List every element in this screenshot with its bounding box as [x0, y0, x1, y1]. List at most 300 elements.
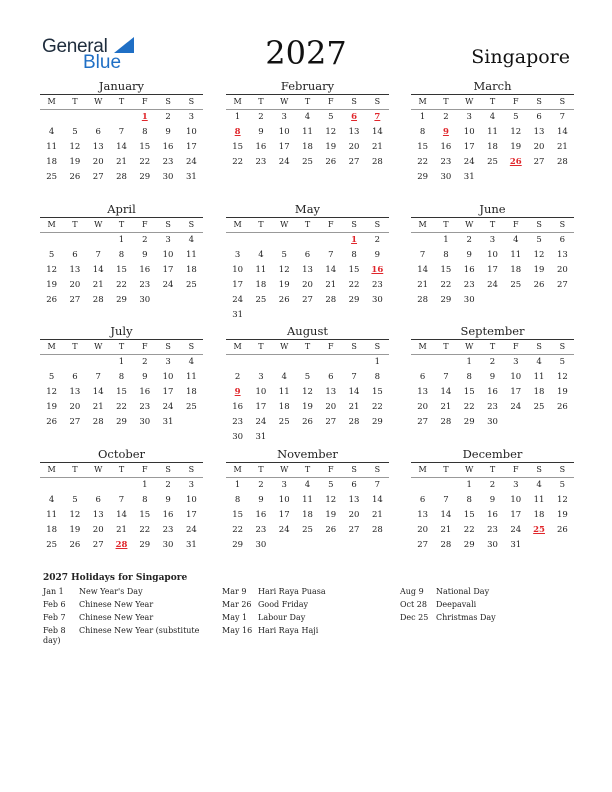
- day-cell: 15: [232, 142, 244, 152]
- weekday-label: T: [72, 97, 78, 106]
- day-cell: 20: [92, 157, 104, 167]
- day-cell: 23: [371, 280, 383, 290]
- weekday-label: F: [142, 465, 148, 474]
- day-cell: 17: [162, 387, 174, 397]
- day-cell: 8: [142, 127, 148, 137]
- day-cell: 13: [302, 265, 313, 275]
- day-cell: 27: [92, 540, 104, 550]
- day-cell: 13: [556, 250, 568, 260]
- day-cell: 17: [255, 402, 267, 412]
- weekday-label: T: [72, 220, 78, 229]
- day-cell: 28: [116, 172, 127, 182]
- month-name: May: [294, 202, 321, 216]
- weekday-label: T: [304, 465, 311, 474]
- empty-day-cell: [411, 233, 434, 248]
- empty-day-cell: [87, 110, 110, 125]
- day-cell: 19: [278, 280, 290, 290]
- day-cell: 29: [348, 295, 360, 305]
- weekday-label: S: [374, 342, 381, 351]
- day-cell: 12: [325, 127, 337, 137]
- day-cell: 18: [255, 280, 267, 290]
- day-cell: 21: [440, 525, 452, 535]
- day-cell: 14: [556, 127, 568, 137]
- day-cell: 2: [443, 112, 449, 122]
- empty-day-cell: [319, 355, 342, 370]
- empty-day-cell: [87, 355, 110, 370]
- day-cell: 20: [69, 402, 81, 412]
- day-cell: 22: [232, 525, 244, 535]
- weekday-label: F: [328, 220, 334, 229]
- day-cell: 2: [489, 480, 496, 490]
- holiday-item: [222, 626, 387, 636]
- day-cell: 29: [116, 295, 127, 305]
- weekday-label: S: [351, 220, 357, 229]
- day-cell: 23: [139, 402, 151, 412]
- holiday-date: Mar 26: [222, 600, 252, 609]
- day-cell: 11: [185, 372, 197, 382]
- month-december: [411, 447, 574, 553]
- weekday-label: M: [418, 342, 427, 351]
- weekday-label: F: [513, 342, 519, 351]
- day-cell: 24: [510, 525, 522, 535]
- day-cell: 14: [116, 510, 127, 520]
- day-cell: 5: [281, 250, 287, 260]
- logo-text-general: General: [42, 36, 108, 57]
- day-cell: 19: [510, 142, 522, 152]
- holiday-name: Christmas Day: [436, 613, 496, 622]
- day-cell: 3: [513, 480, 519, 490]
- holiday-item: [400, 600, 565, 610]
- empty-day-cell: [40, 110, 63, 125]
- month-november: [226, 447, 389, 553]
- day-cell: 8: [234, 495, 241, 505]
- weekday-header-row: [411, 462, 574, 478]
- weekday-label: T: [443, 220, 449, 229]
- weekday-label: M: [47, 465, 56, 474]
- day-cell: 11: [510, 250, 522, 260]
- day-cell: 17: [278, 510, 290, 520]
- day-cell: 24: [185, 157, 197, 167]
- day-cell: 14: [92, 387, 104, 397]
- day-cell: 21: [92, 402, 104, 412]
- holiday-date: Feb 7: [43, 613, 66, 622]
- day-cell: 4: [489, 112, 496, 122]
- days-grid: [40, 478, 203, 553]
- day-cell: 7: [443, 495, 449, 505]
- day-cell: 15: [440, 265, 452, 275]
- day-cell: 29: [371, 417, 383, 427]
- day-cell: 26: [46, 295, 58, 305]
- day-cell: 11: [255, 265, 267, 275]
- day-cell: 18: [510, 265, 522, 275]
- day-cell: 6: [419, 495, 426, 505]
- day-cell: 15: [116, 387, 127, 397]
- empty-day-cell: [226, 355, 249, 370]
- day-cell: 25: [302, 157, 313, 167]
- holiday-date: Oct 28: [400, 600, 427, 609]
- day-cell: 10: [278, 495, 290, 505]
- day-cell: 25: [185, 402, 197, 412]
- day-cell: 30: [139, 295, 151, 305]
- day-cell: 10: [232, 265, 244, 275]
- day-cell: 5: [559, 357, 566, 367]
- day-cell: 1: [234, 112, 241, 122]
- weekday-label: F: [142, 97, 148, 106]
- day-cell: 22: [417, 157, 429, 167]
- weekday-label: T: [489, 465, 496, 474]
- day-cell: 22: [371, 402, 383, 412]
- weekday-label: W: [94, 342, 103, 351]
- day-cell: 7: [374, 480, 381, 490]
- day-cell: 24: [487, 280, 498, 290]
- empty-day-cell: [434, 478, 457, 493]
- day-cell: 23: [255, 157, 267, 167]
- day-cell: 30: [463, 295, 475, 305]
- day-cell: 21: [116, 525, 127, 535]
- calendar-year: 2027: [265, 34, 347, 72]
- day-cell: 11: [302, 495, 313, 505]
- day-cell: 14: [116, 142, 127, 152]
- day-cell: 8: [118, 250, 125, 260]
- day-cell: 13: [533, 127, 545, 137]
- day-cell: 3: [258, 372, 264, 382]
- day-cell: 5: [328, 112, 334, 122]
- weekday-label: M: [233, 342, 242, 351]
- day-cell: 30: [487, 417, 498, 427]
- weekday-label: S: [165, 97, 171, 106]
- day-cell: 16: [162, 142, 174, 152]
- holiday-name: National Day: [436, 587, 490, 596]
- day-cell: 30: [440, 172, 452, 182]
- weekday-label: T: [258, 220, 264, 229]
- day-cell: 14: [417, 265, 429, 275]
- weekday-label: T: [443, 342, 449, 351]
- day-cell: 27: [69, 417, 81, 427]
- day-cell: 26: [556, 525, 568, 535]
- holiday-date: Feb 8: [43, 626, 66, 635]
- empty-day-cell: [63, 233, 86, 248]
- weekday-label: F: [513, 465, 519, 474]
- day-cell: 8: [118, 372, 125, 382]
- day-cell: 9: [489, 495, 496, 505]
- day-cell: 6: [95, 495, 101, 505]
- weekday-label: S: [559, 342, 566, 351]
- day-cell: 2: [234, 372, 241, 382]
- day-cell: 15: [348, 265, 360, 275]
- weekday-label: T: [72, 465, 78, 474]
- month-february: [226, 79, 389, 170]
- day-cell: 22: [232, 157, 244, 167]
- day-cell: 14: [92, 265, 104, 275]
- empty-day-cell: [40, 355, 63, 370]
- day-cell: 17: [185, 510, 197, 520]
- day-cell: 3: [188, 112, 195, 122]
- weekday-header-row: [40, 217, 203, 233]
- holiday-date: Mar 9: [222, 587, 247, 596]
- day-cell: 12: [556, 372, 568, 382]
- month-march: [411, 79, 574, 185]
- day-cell: 14: [371, 495, 383, 505]
- day-cell: 9: [142, 372, 148, 382]
- day-cell: 30: [162, 540, 174, 550]
- day-cell: 13: [92, 510, 104, 520]
- day-cell: 20: [302, 280, 313, 290]
- day-cell: 19: [46, 280, 58, 290]
- holiday-item: [43, 626, 208, 646]
- day-cell: 16: [255, 510, 267, 520]
- weekday-label: F: [513, 220, 519, 229]
- day-cell: 24: [278, 157, 290, 167]
- weekday-label: S: [559, 220, 566, 229]
- day-cell: 9: [165, 495, 171, 505]
- day-cell: 20: [556, 265, 568, 275]
- day-cell: 16: [255, 142, 267, 152]
- month-name: December: [462, 447, 523, 461]
- day-cell: 6: [304, 250, 311, 260]
- empty-day-cell: [411, 478, 434, 493]
- day-cell: 19: [46, 402, 58, 412]
- day-cell: 14: [440, 510, 452, 520]
- day-cell: 22: [463, 525, 475, 535]
- day-cell: 21: [440, 402, 452, 412]
- days-grid: [226, 233, 389, 323]
- weekday-label: S: [559, 97, 566, 106]
- day-cell: 28: [325, 295, 337, 305]
- day-cell: 25: [510, 280, 522, 290]
- day-cell: 29: [417, 172, 429, 182]
- weekday-label: T: [258, 465, 264, 474]
- day-cell: 2: [142, 357, 148, 367]
- holiday-item: [400, 587, 565, 597]
- day-cell: 27: [556, 280, 568, 290]
- day-cell: 29: [440, 295, 452, 305]
- weekday-label: F: [142, 220, 148, 229]
- holiday-name: New Year's Day: [79, 587, 143, 596]
- day-cell: 16: [440, 142, 452, 152]
- day-cell: 13: [69, 387, 81, 397]
- day-cell: 8: [419, 127, 426, 137]
- weekday-label: S: [351, 97, 357, 106]
- day-cell: 10: [162, 372, 174, 382]
- day-cell: 1: [142, 480, 148, 490]
- weekday-label: W: [465, 342, 474, 351]
- day-cell: 6: [419, 372, 426, 382]
- day-cell: 17: [463, 142, 475, 152]
- day-cell: 29: [463, 540, 475, 550]
- day-cell: 3: [281, 480, 287, 490]
- day-cell: 1: [419, 112, 426, 122]
- empty-day-cell: [273, 233, 296, 248]
- day-cell: 23: [232, 417, 244, 427]
- day-cell: 30: [487, 540, 498, 550]
- day-cell: 28: [556, 157, 568, 167]
- days-grid: [411, 478, 574, 553]
- day-cell: 29: [116, 417, 127, 427]
- day-cell: 24: [278, 525, 290, 535]
- day-cell: 15: [417, 142, 429, 152]
- weekday-label: W: [94, 97, 103, 106]
- day-cell: 2: [466, 235, 472, 245]
- day-cell: 21: [92, 280, 104, 290]
- day-cell: 3: [466, 112, 472, 122]
- day-cell: 19: [556, 510, 568, 520]
- weekday-label: T: [443, 465, 449, 474]
- day-cell: 25: [185, 280, 197, 290]
- day-cell: 8: [374, 372, 381, 382]
- weekday-label: T: [258, 97, 264, 106]
- month-name: March: [473, 79, 512, 93]
- day-cell: 3: [281, 112, 287, 122]
- empty-day-cell: [249, 233, 272, 248]
- holiday-date: May 16: [222, 626, 253, 635]
- day-cell: 2: [258, 112, 264, 122]
- day-cell: 4: [536, 357, 542, 367]
- day-cell: 30: [255, 540, 267, 550]
- day-cell: 1: [443, 235, 449, 245]
- day-cell: 18: [185, 387, 197, 397]
- day-cell: 10: [185, 127, 197, 137]
- day-cell: 18: [46, 157, 58, 167]
- day-cell: 4: [188, 235, 195, 245]
- day-cell: 4: [258, 250, 264, 260]
- holiday-name: Hari Raya Puasa: [258, 587, 326, 596]
- day-cell: 1: [466, 480, 472, 490]
- holiday-date: May 1: [222, 613, 248, 622]
- day-cell: 18: [46, 525, 58, 535]
- month-name: October: [97, 447, 146, 461]
- day-cell: 7: [118, 495, 125, 505]
- day-cell: 21: [325, 280, 337, 290]
- day-cell: 9: [258, 495, 264, 505]
- day-cell: 28: [92, 417, 104, 427]
- holiday-name: Deepavali: [436, 600, 477, 609]
- weekday-label: S: [165, 342, 171, 351]
- day-cell: 21: [371, 510, 383, 520]
- day-cell: 28: [371, 525, 383, 535]
- day-cell: 8: [466, 372, 472, 382]
- day-cell: 4: [48, 127, 55, 137]
- empty-day-cell: [40, 478, 63, 493]
- day-cell: 20: [348, 510, 360, 520]
- holiday-day-cell: 7: [374, 112, 381, 122]
- day-cell: 3: [165, 235, 171, 245]
- day-cell: 18: [185, 265, 197, 275]
- weekday-label: M: [418, 465, 427, 474]
- day-cell: 23: [255, 525, 267, 535]
- day-cell: 23: [463, 280, 475, 290]
- weekday-label: T: [304, 342, 311, 351]
- holiday-day-cell: 26: [509, 157, 522, 167]
- day-cell: 20: [92, 525, 104, 535]
- month-september: [411, 324, 574, 430]
- empty-day-cell: [296, 355, 319, 370]
- weekday-label: T: [489, 220, 496, 229]
- day-cell: 12: [278, 265, 290, 275]
- logo-text-blue: Blue: [83, 52, 122, 73]
- day-cell: 28: [348, 417, 360, 427]
- holiday-column: [43, 587, 208, 649]
- day-cell: 5: [328, 480, 334, 490]
- day-cell: 31: [463, 172, 475, 182]
- days-grid: [40, 233, 203, 308]
- day-cell: 15: [139, 142, 151, 152]
- day-cell: 17: [162, 265, 174, 275]
- day-cell: 9: [142, 250, 148, 260]
- weekday-label: M: [418, 97, 427, 106]
- country-name: Singapore: [471, 46, 570, 68]
- empty-day-cell: [63, 355, 86, 370]
- weekday-label: S: [374, 97, 381, 106]
- day-cell: 25: [278, 417, 290, 427]
- holiday-date: Dec 25: [400, 613, 429, 622]
- weekday-label: S: [188, 97, 195, 106]
- day-cell: 21: [371, 142, 383, 152]
- day-cell: 6: [351, 480, 357, 490]
- weekday-label: W: [94, 465, 103, 474]
- day-cell: 23: [162, 157, 174, 167]
- day-cell: 22: [139, 157, 151, 167]
- day-cell: 10: [255, 387, 267, 397]
- day-cell: 12: [46, 387, 58, 397]
- day-cell: 8: [142, 495, 148, 505]
- day-cell: 17: [185, 142, 197, 152]
- weekday-label: T: [118, 220, 125, 229]
- month-name: February: [280, 79, 335, 93]
- weekday-label: M: [233, 97, 242, 106]
- holiday-item: [222, 587, 387, 597]
- day-cell: 4: [188, 357, 195, 367]
- weekday-label: T: [118, 97, 125, 106]
- day-cell: 25: [302, 525, 313, 535]
- day-cell: 19: [325, 510, 337, 520]
- day-cell: 27: [348, 157, 360, 167]
- day-cell: 12: [46, 265, 58, 275]
- weekday-label: F: [328, 465, 334, 474]
- day-cell: 28: [371, 157, 383, 167]
- month-october: [40, 447, 203, 553]
- weekday-label: M: [233, 220, 242, 229]
- day-cell: 3: [165, 357, 171, 367]
- weekday-label: S: [351, 465, 357, 474]
- day-cell: 29: [232, 540, 244, 550]
- day-cell: 16: [232, 402, 244, 412]
- day-cell: 16: [463, 265, 475, 275]
- weekday-label: T: [489, 342, 496, 351]
- holiday-day-cell: 1: [141, 112, 148, 122]
- weekday-label: M: [233, 465, 242, 474]
- day-cell: 8: [466, 495, 472, 505]
- empty-day-cell: [87, 478, 110, 493]
- day-cell: 11: [533, 372, 545, 382]
- day-cell: 9: [165, 127, 171, 137]
- holiday-column: [400, 587, 565, 626]
- day-cell: 24: [232, 295, 244, 305]
- day-cell: 22: [348, 280, 360, 290]
- days-grid: [226, 110, 389, 170]
- page-header: [0, 0, 612, 80]
- day-cell: 10: [162, 250, 174, 260]
- day-cell: 31: [232, 310, 244, 320]
- holiday-name: Hari Raya Haji: [258, 626, 319, 635]
- day-cell: 10: [185, 495, 197, 505]
- day-cell: 16: [487, 387, 498, 397]
- day-cell: 11: [533, 495, 545, 505]
- day-cell: 28: [417, 295, 429, 305]
- day-cell: 16: [139, 265, 151, 275]
- day-cell: 4: [536, 480, 542, 490]
- day-cell: 5: [536, 235, 542, 245]
- day-cell: 26: [533, 280, 545, 290]
